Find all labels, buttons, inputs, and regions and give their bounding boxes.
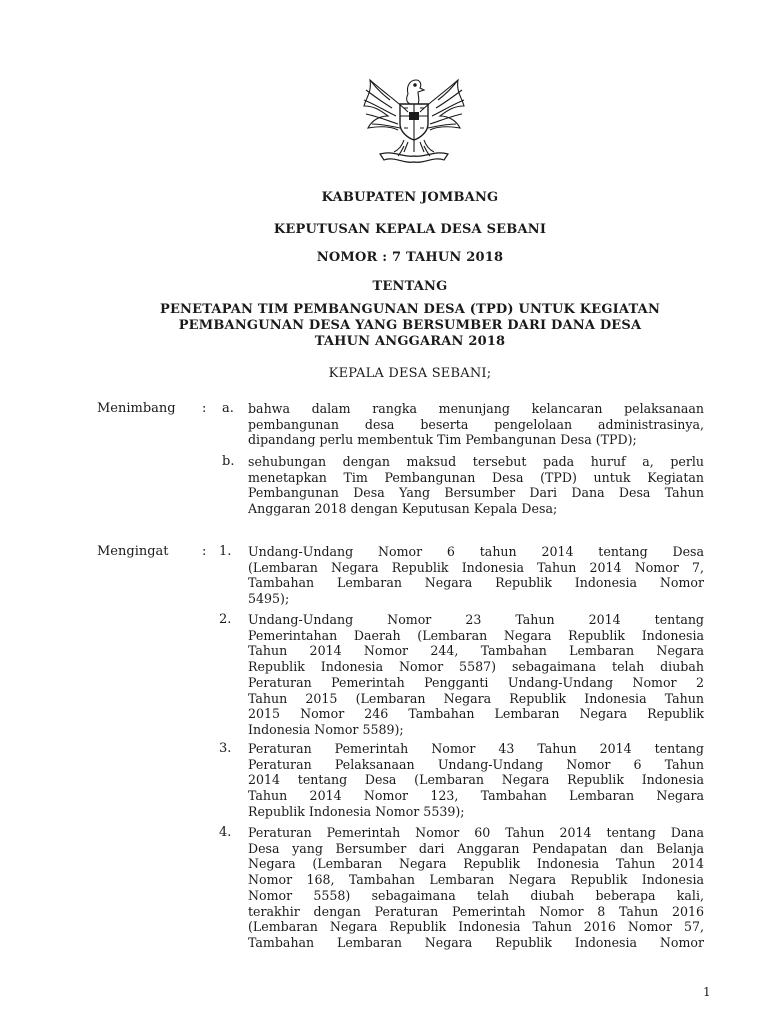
text-line: 2014 tentang Desa (Lembaran Negara Republik Indonesia — [248, 772, 704, 788]
text-line: Tambahan Lembaran Negara Republik Indonesia Nomor — [248, 934, 704, 950]
text-line: Pembangunan Desa Yang Bersumber Dari Dana Desa Tahun — [248, 485, 704, 501]
remembering-marker-4: 4. — [219, 825, 232, 840]
subject-line-2: PEMBANGUNAN DESA YANG BERSUMBER DARI DANA DESA — [178, 318, 642, 333]
remembering-marker-2: 2. — [219, 612, 232, 627]
text-line: Republik Indonesia Nomor 5587) sebagaimana telah diubah — [248, 659, 704, 675]
text-line: Tahun 2014 Nomor 244, Tambahan Lembaran Negara — [248, 643, 704, 659]
text-line: Peraturan Pemerintah Pengganti Undang-Undang Nomor 2 — [248, 674, 704, 690]
remembering-item-2 — [248, 612, 704, 738]
text-line: (Lembaran Negara Republik Indonesia Tahun 2016 Nomor 57, — [248, 919, 704, 935]
text-line: Peraturan Pemerintah Nomor 60 Tahun 2014 tentang Dana — [248, 825, 704, 840]
garuda-emblem-icon — [358, 72, 470, 164]
text-line: Pemerintahan Daerah (Lembaran Negara Republik Indonesia — [248, 627, 704, 643]
text-line: (Lembaran Negara Republik Indonesia Tahun 2014 Nomor 7, — [248, 559, 704, 575]
considering-colon: : — [202, 401, 207, 416]
text-line: Indonesia Nomor 5589); — [248, 721, 404, 737]
text-line: Peraturan Pemerintah Nomor 43 Tahun 2014 tentang — [248, 741, 704, 756]
considering-label: Menimbang — [97, 401, 176, 416]
remembering-colon: : — [202, 544, 207, 559]
text-line: 2015 Nomor 246 Tambahan Lembaran Negara Republik — [248, 706, 704, 722]
considering-item-b — [248, 454, 704, 517]
text-line: Peraturan Pelaksanaan Undang-Undang Nomor 6 Tahun — [248, 756, 704, 772]
text-line: Nomor 168, Tambahan Lembaran Negara Republik Indonesia — [248, 872, 704, 888]
text-line: Tambahan Lembaran Negara Republik Indonesia Nomor — [248, 575, 704, 591]
remembering-item-3 — [248, 741, 704, 820]
text-line: Tahun 2015 (Lembaran Negara Republik Indonesia Tahun — [248, 690, 704, 706]
remembering-item-1 — [248, 544, 704, 607]
text-line: dipandang perlu membentuk Tim Pembangunan Desa (TPD); — [248, 432, 637, 448]
text-line: Undang-Undang Nomor 6 tahun 2014 tentang Desa — [248, 544, 704, 559]
text-line: Republik Indonesia Nomor 5539); — [248, 803, 465, 819]
remembering-marker-3: 3. — [219, 741, 232, 756]
decree-number: NOMOR : 7 TAHUN 2018 — [316, 250, 504, 265]
text-line: Anggaran 2018 dengan Keputusan Kepala Desa; — [248, 501, 558, 517]
remembering-label: Mengingat — [97, 544, 169, 559]
text-line: bahwa dalam rangka menunjang kelancaran pelaksanaan — [248, 401, 704, 416]
text-line: menetapkan Tim Pembangunan Desa (TPD) untuk Kegiatan — [248, 469, 704, 485]
text-line: Undang-Undang Nomor 23 Tahun 2014 tentang — [248, 612, 704, 627]
text-line: pembangunan desa beserta pengelolaan administrasinya, — [248, 416, 704, 432]
text-line: Tahun 2014 Nomor 123, Tambahan Lembaran Negara — [248, 788, 704, 804]
considering-item-a — [248, 401, 704, 448]
issuer-line: KEPALA DESA SEBANI; — [328, 366, 492, 381]
subject-line-3: TAHUN ANGGARAN 2018 — [314, 334, 506, 349]
regency-title: KABUPATEN JOMBANG — [321, 190, 499, 205]
about-heading: TENTANG — [372, 279, 448, 294]
text-line: Desa yang Bersumber dari Anggaran Pendapatan dan Belanja — [248, 840, 704, 856]
page-number: 1 — [703, 985, 711, 999]
considering-marker-b: b. — [222, 454, 235, 469]
text-line: terakhir dengan Peraturan Pemerintah Nomor 8 Tahun 2016 — [248, 903, 704, 919]
subject-line-1: PENETAPAN TIM PEMBANGUNAN DESA (TPD) UNTUK KEGIATAN — [159, 302, 661, 317]
text-line: Negara (Lembaran Negara Republik Indonesia Tahun 2014 — [248, 856, 704, 872]
text-line: sehubungan dengan maksud tersebut pada huruf a, perlu — [248, 454, 704, 469]
decree-title: KEPUTUSAN KEPALA DESA SEBANI — [273, 222, 547, 237]
text-line: 5495); — [248, 591, 290, 607]
remembering-marker-1: 1. — [219, 544, 232, 559]
text-line: Nomor 5558) sebagaimana telah diubah beberapa kali, — [248, 887, 704, 903]
remembering-item-4 — [248, 825, 704, 951]
considering-marker-a: a. — [222, 401, 234, 416]
